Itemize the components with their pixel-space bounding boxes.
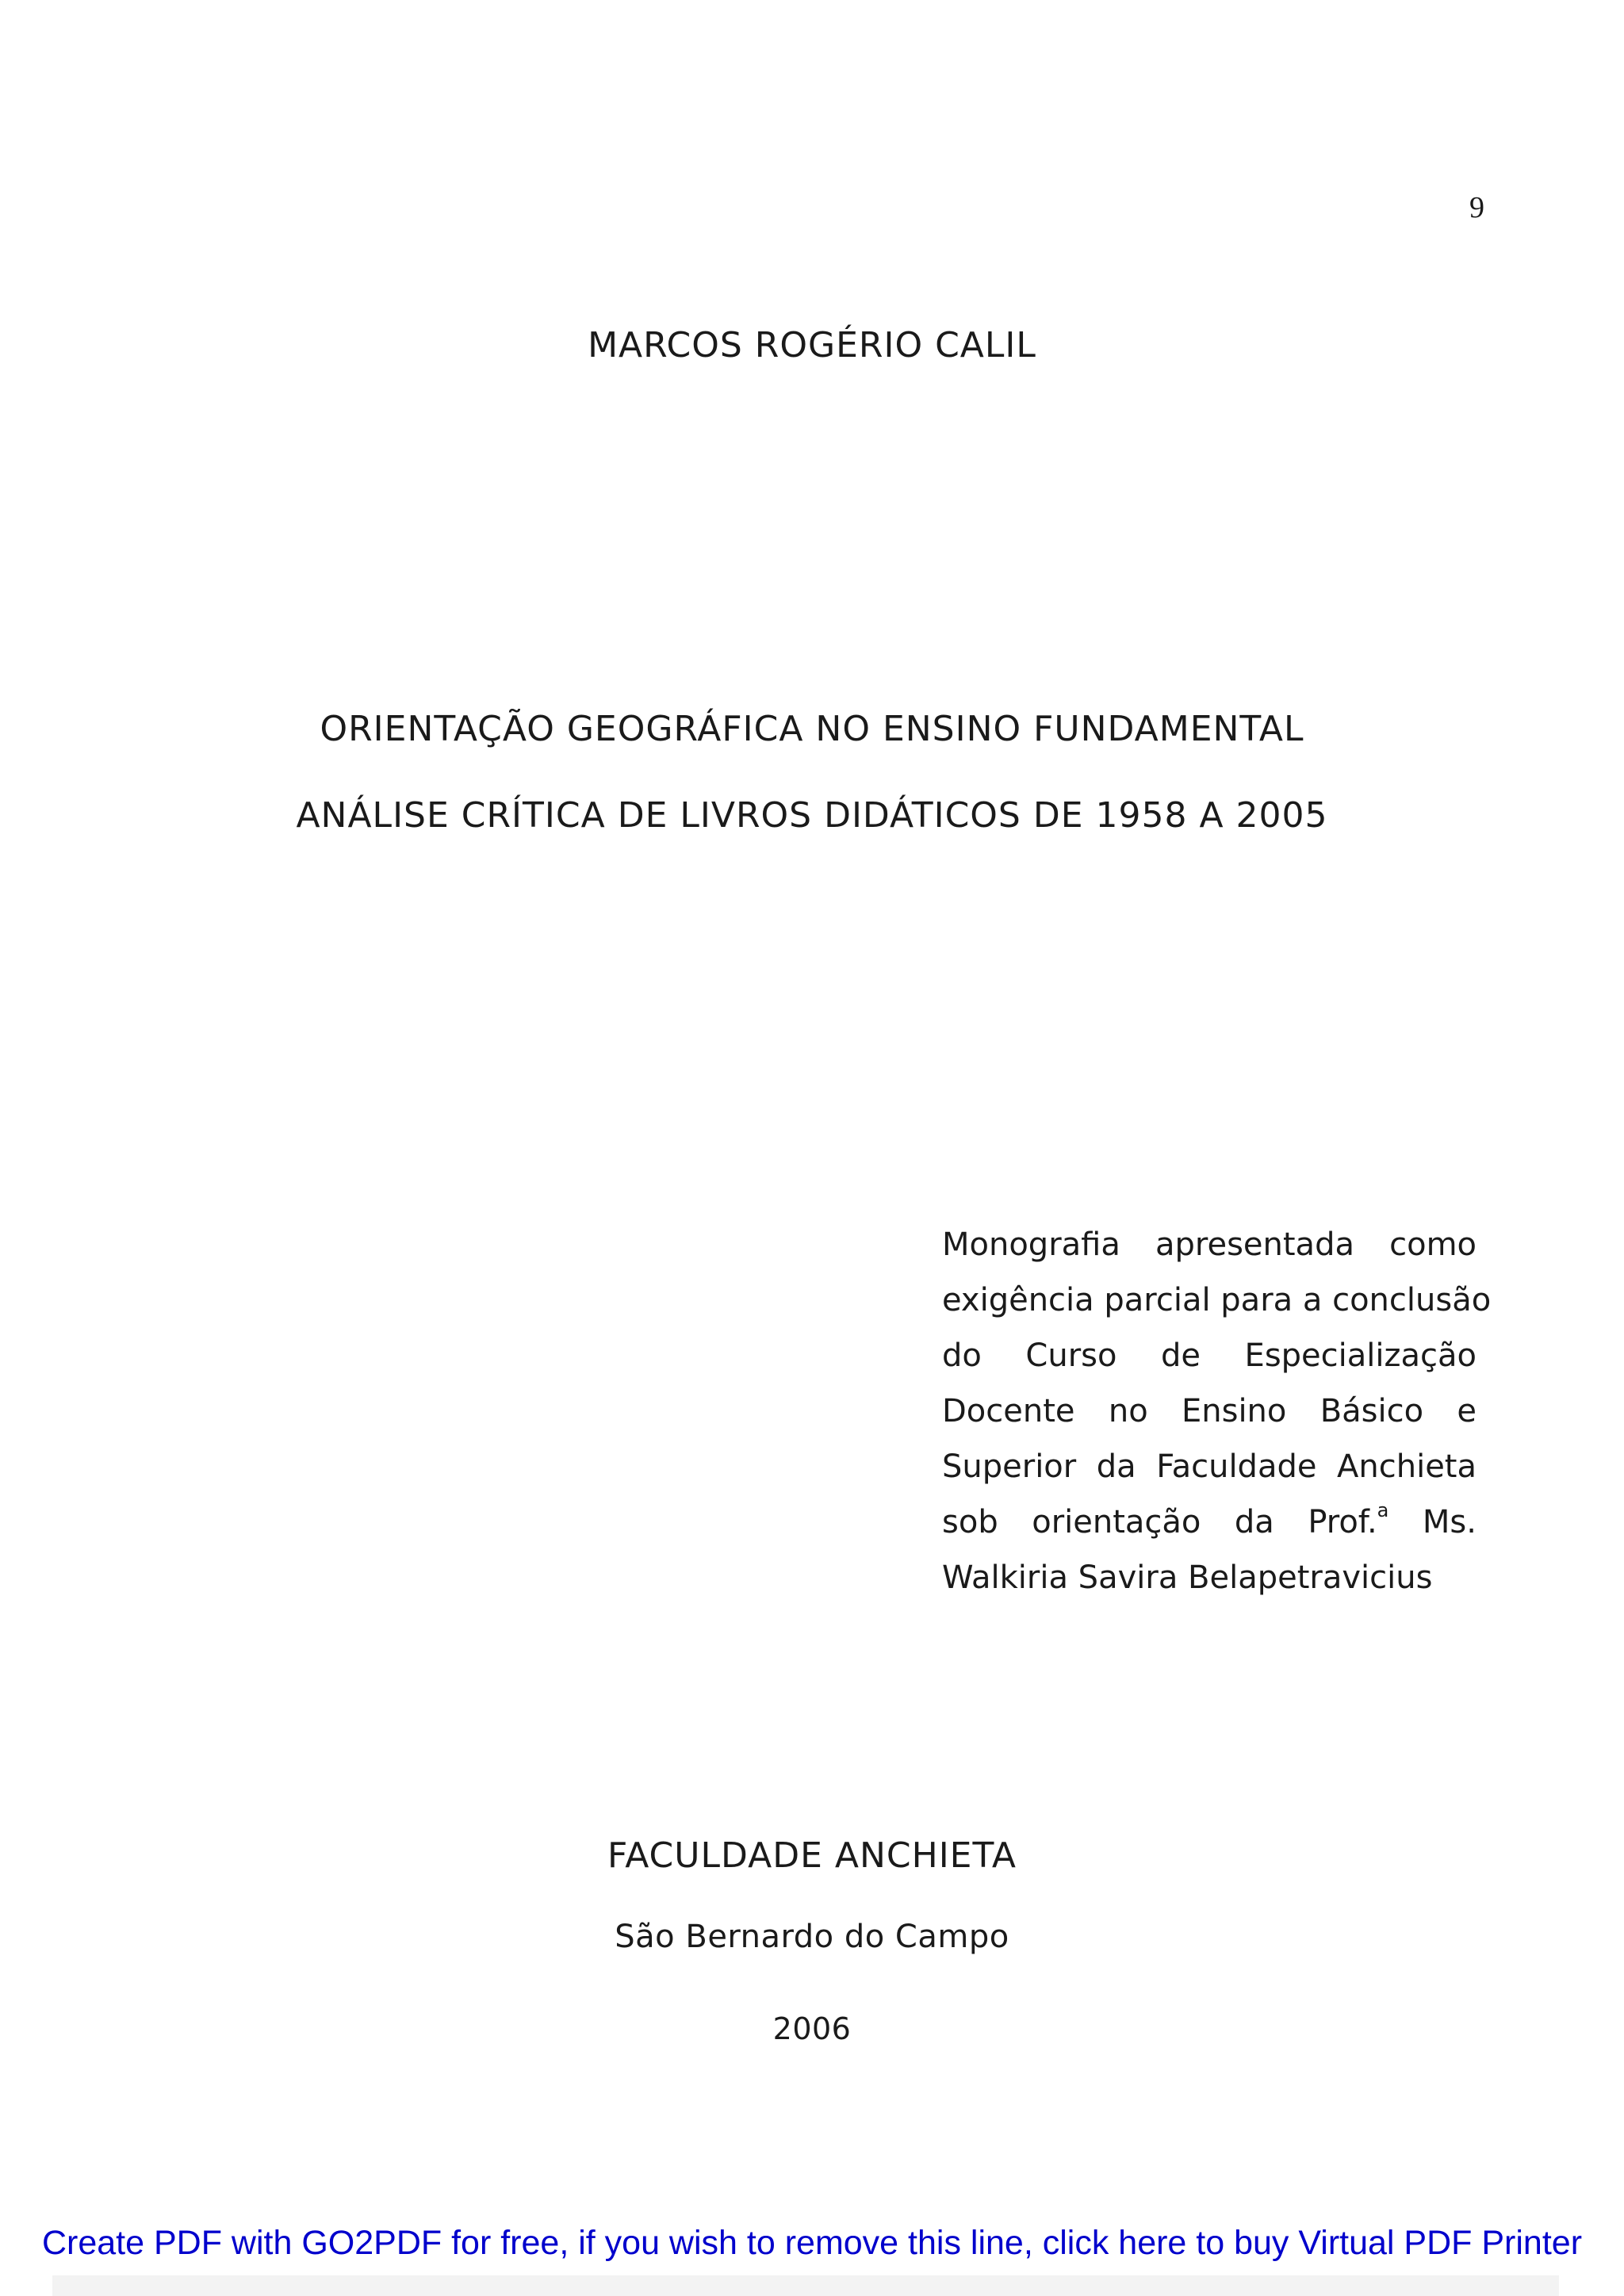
note-line-advisor	[942, 1494, 1477, 1550]
note-advisor-title: Ms.	[1422, 1504, 1477, 1540]
year: 2006	[772, 2011, 852, 2046]
page-number: 9	[1469, 191, 1484, 224]
title-line-2: ANÁLISE CRÍTICA DE LIVROS DIDÁTICOS DE 1958 A 2005	[296, 795, 1328, 836]
monograph-note	[942, 1217, 1492, 1605]
note-line: do Curso de Especialização	[942, 1337, 1477, 1374]
title-line-1: ORIENTAÇÃO GEOGRÁFICA NO ENSINO FUNDAMENTAL	[320, 709, 1304, 749]
city-name: São Bernardo do Campo	[615, 1919, 1009, 1955]
note-advisor-text: sob orientação da Prof.	[942, 1504, 1377, 1540]
author-name: MARCOS ROGÉRIO CALIL	[588, 325, 1036, 365]
note-superscript: a	[1377, 1499, 1389, 1521]
note-line-advisor-name: Walkiria Savira Belapetravicius	[942, 1559, 1433, 1596]
note-line: Superior da Faculdade Anchieta	[942, 1448, 1477, 1485]
go2pdf-banner-link[interactable]: Create PDF with GO2PDF for free, if you wish to remove this line, click here to buy Virtual PDF Printer	[41, 2224, 1583, 2262]
note-line: Docente no Ensino Básico e	[942, 1393, 1477, 1429]
note-line: exigência parcial para a conclusão	[942, 1282, 1492, 1318]
institution-name: FACULDADE ANCHIETA	[607, 1835, 1017, 1876]
note-line: Monografia apresentada como	[942, 1226, 1477, 1263]
footer-divider	[52, 2275, 1559, 2296]
